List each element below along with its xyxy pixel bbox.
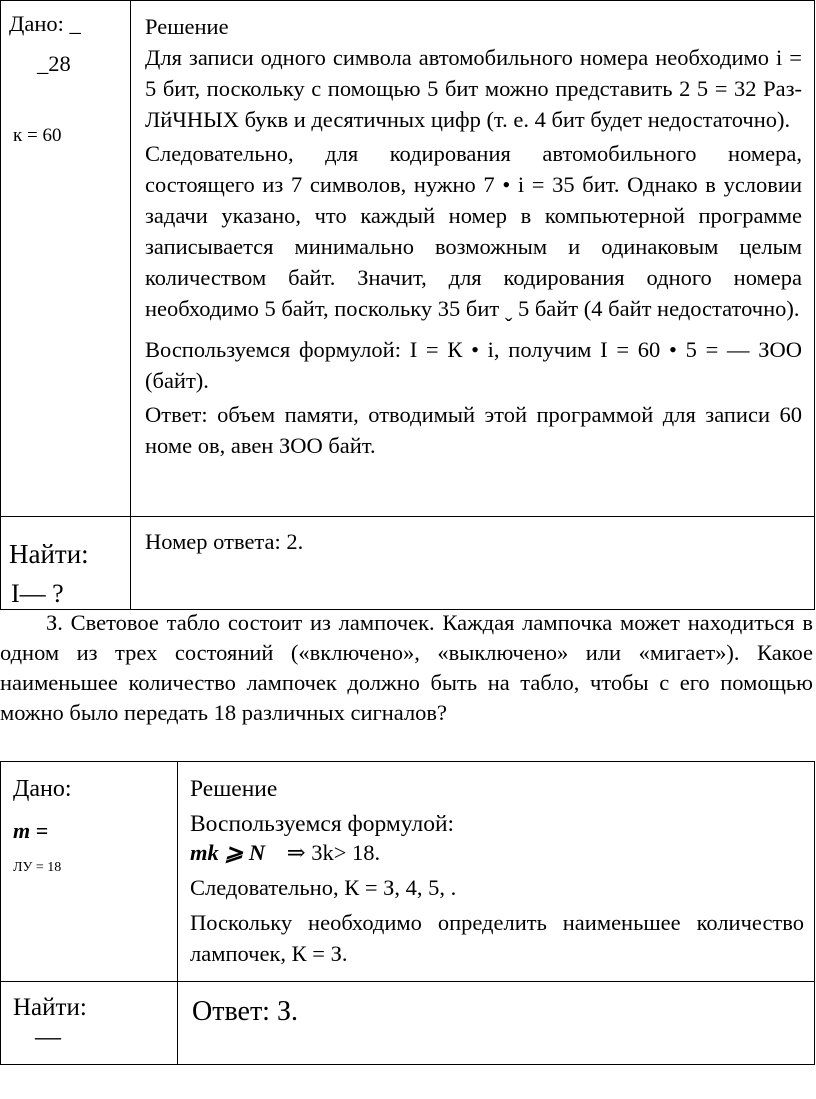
answer-number: Номер ответа: 2. <box>145 529 304 554</box>
given-cell-1 <box>1 1 131 517</box>
table1-row-given <box>1 1 815 517</box>
solution2-title: Решение <box>190 776 278 802</box>
solution-table-2 <box>0 761 815 1065</box>
solution2-formula: mk ⩾ N <box>190 840 266 865</box>
solution-answer: Ответ: объем памяти, отводимый этой программой для записи 60 номе ов, авен ЗОО байт. <box>145 402 802 458</box>
table2-row-given <box>1 762 815 982</box>
given-value-28: _28 <box>37 51 71 76</box>
answer-cell-2 <box>178 982 815 1065</box>
find2-label: Найти: <box>13 994 87 1021</box>
find2-value: — <box>35 1022 61 1051</box>
answer-number-cell <box>131 517 815 610</box>
solution-paragraph-1: Для записи одного символа автомобильного номера необходимо i = 5 бит, поскольку с помощью 5 бит можно представить 2 5 = 32 Раз-ЛйЧНЫХ букв и десятичных цифр (т. е. 4 бит будет недостаточно). <box>145 45 802 132</box>
solution2-paragraph-3: Поскольку необходимо определить наименьшее количество лампочек, К = З. <box>190 910 804 966</box>
answer-2: Ответ: З. <box>192 996 298 1027</box>
given-cell-2 <box>1 762 178 982</box>
given-k-value: к = 60 <box>13 125 62 146</box>
solution2-formula-tail: ⇒ 3k> 18. <box>286 840 381 865</box>
solution-title: Решение <box>145 14 229 39</box>
solution-cell-1 <box>131 1 815 517</box>
given2-n: ЛУ = 18 <box>13 860 62 875</box>
find-label: Найти: <box>9 539 89 569</box>
solution-paragraph-3: Воспользуемся формулой: I = К • i, получим I = 60 • 5 = — ЗОО (байт). <box>145 337 802 393</box>
find-cell-2 <box>1 982 178 1065</box>
solution-cell-2 <box>178 762 815 982</box>
solution2-paragraph-2: Следовательно, К = З, 4, 5, . <box>190 875 457 900</box>
table2-row-find <box>1 982 815 1065</box>
solution-paragraph-2: Следовательно, для кодирования автомобильного номера, состоящего из 7 символов, нужно 7 • i = 35 бит. Однако в условии задачи указано, что каждый номер в компьютерной программе записывается минимально возможным и одинаковым целым количеством байт. Значит, для кодирования одного номера необходимо 5 байт, поскольку 35 бит ˬ 5 байт (4 байт недостаточно). <box>145 141 802 321</box>
table1-row-find <box>1 517 815 610</box>
find-cell-1 <box>1 517 131 610</box>
given-label: Дано: _ <box>9 11 81 36</box>
problem-3-text: З. Световое табло состоит из лампочек. Каждая лампочка может находиться в одном из трех состояний («включено», «выключено» или «мигает»). Какое наименьшее количество лампочек должно быть на табло, чтобы с его помощью можно было передать 18 различных сигналов? <box>0 610 813 725</box>
given2-label: Дано: <box>13 776 72 802</box>
given2-m: m = <box>13 818 49 843</box>
solution2-paragraph-1: Воспользуемся формулой: <box>190 811 455 837</box>
find-value: I— ? <box>11 579 64 608</box>
